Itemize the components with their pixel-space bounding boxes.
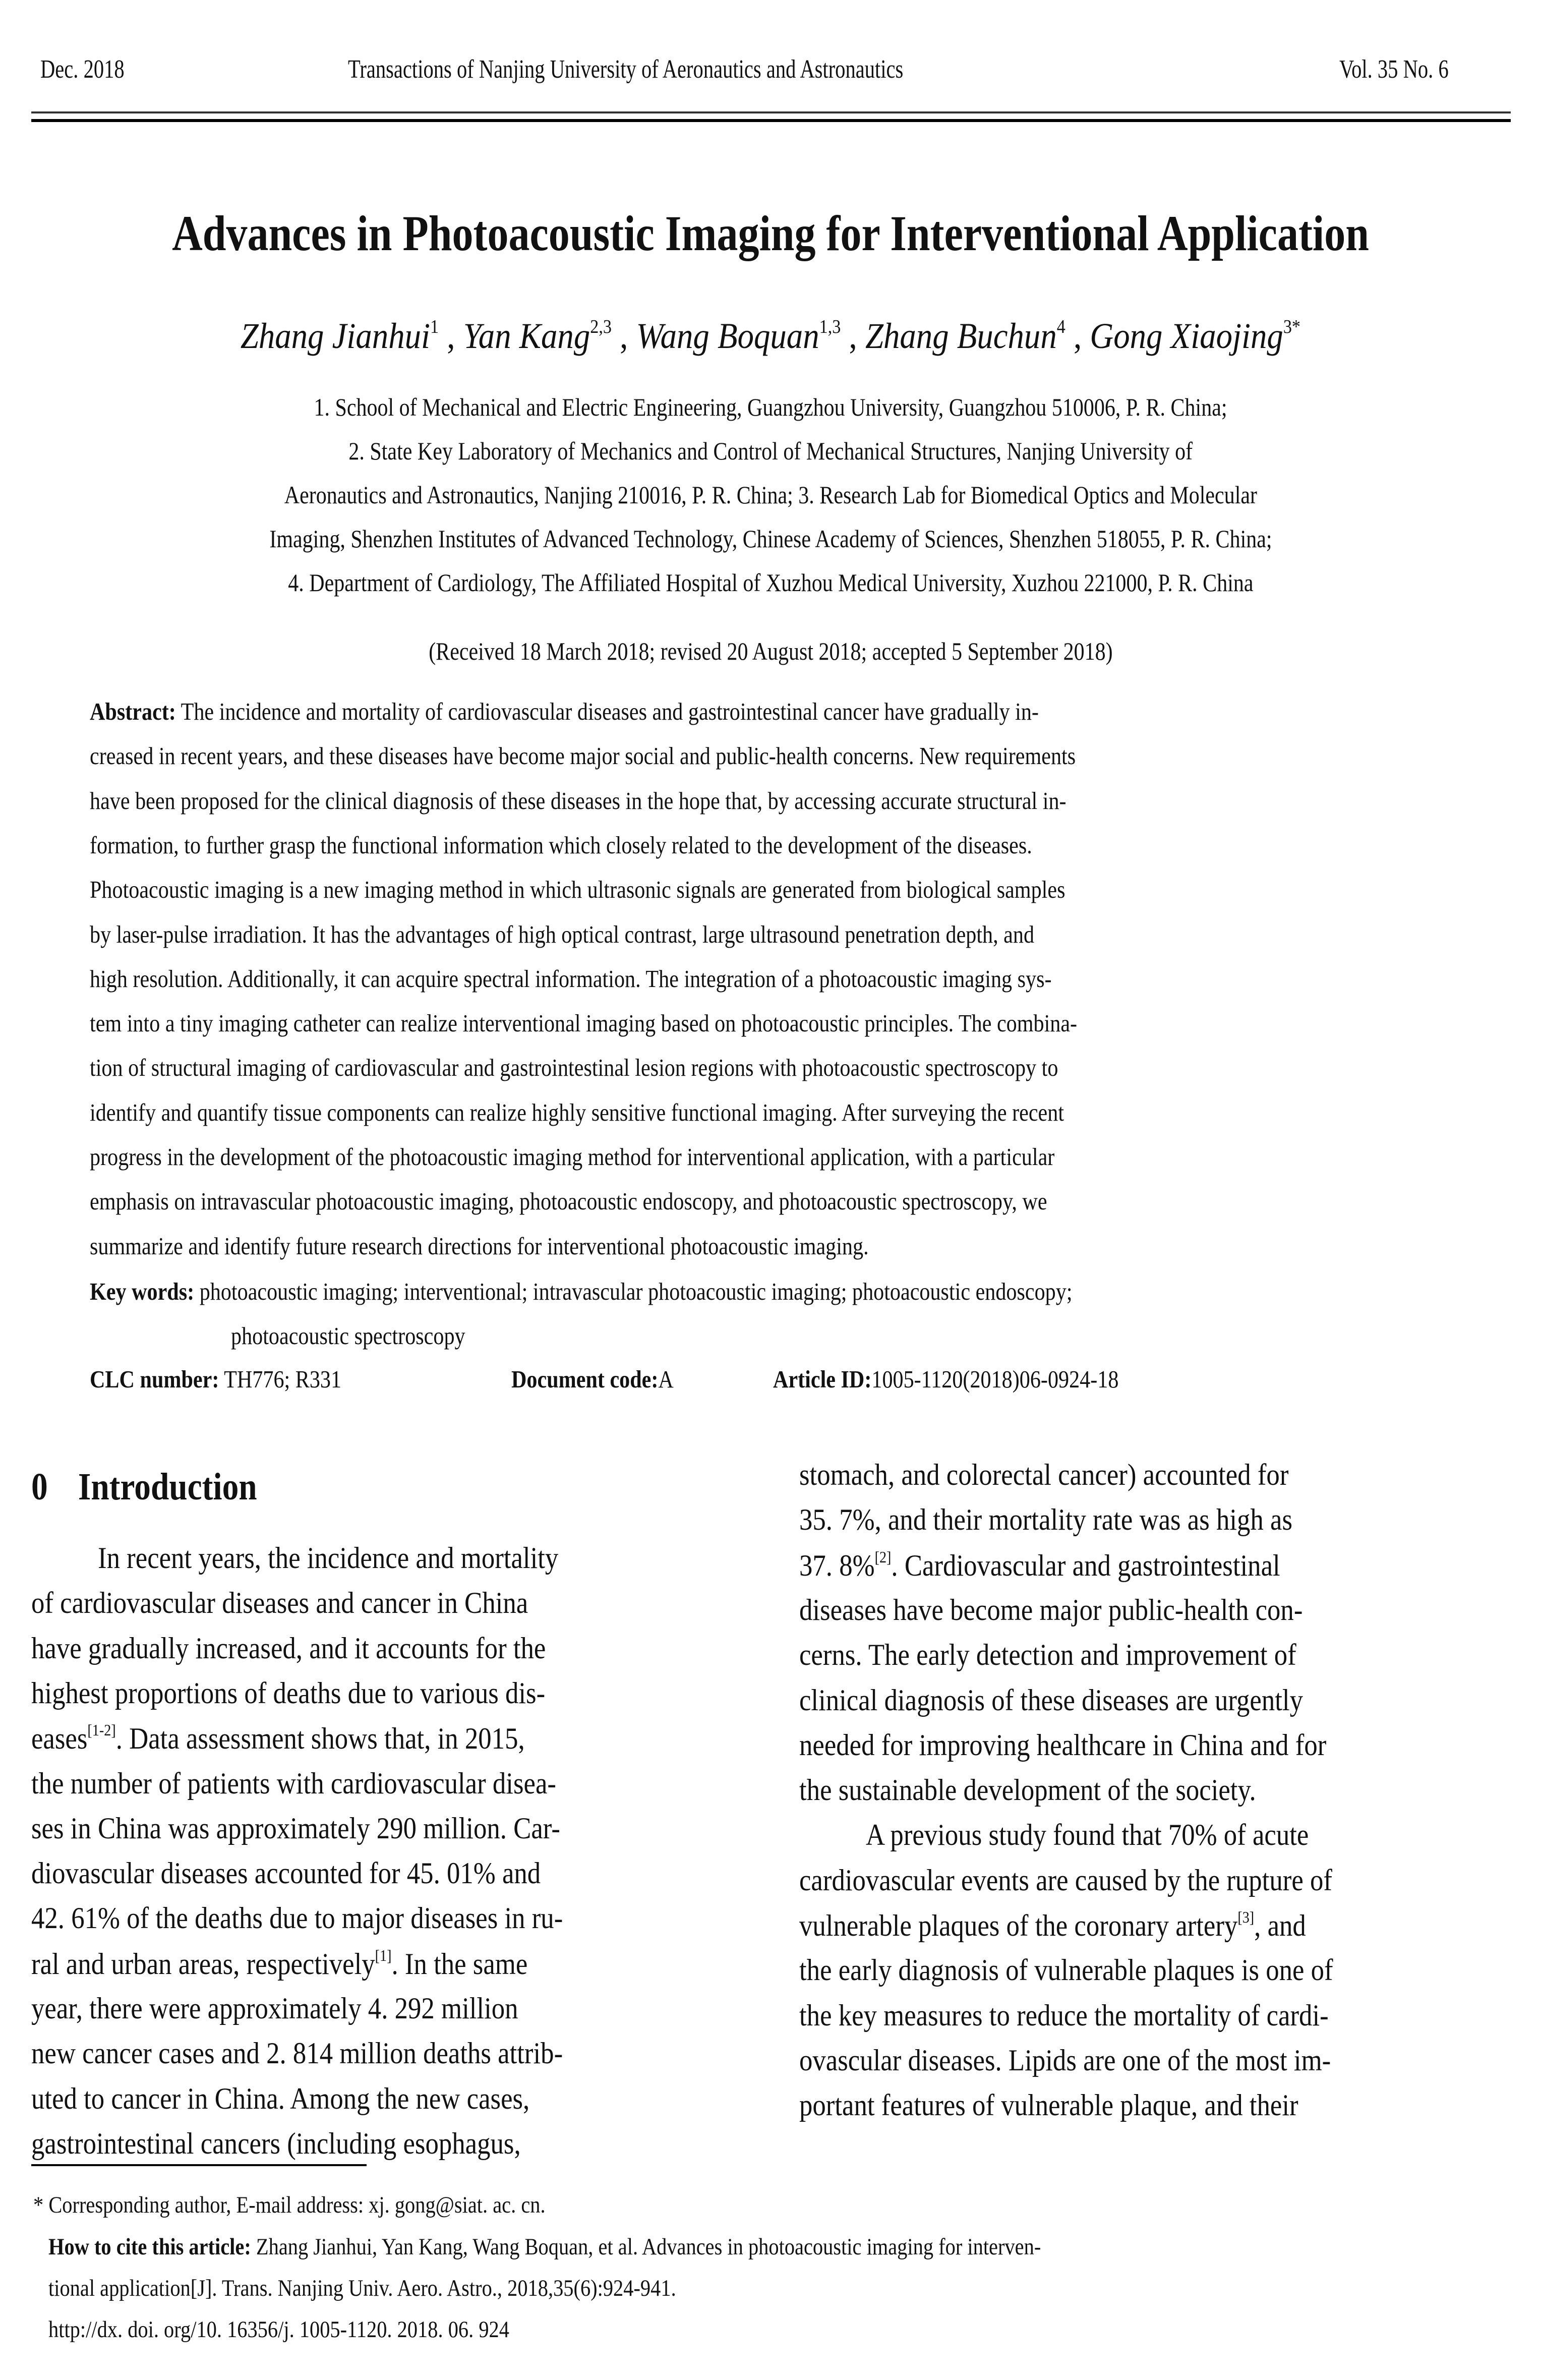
body-text-line: needed for improving healthcare in China and for — [799, 1728, 1327, 1762]
abstract-line — [90, 697, 1193, 726]
body-text-line: In recent years, the incidence and mortality — [98, 1541, 559, 1575]
author-separator: , — [841, 316, 866, 356]
abstract-line — [90, 1098, 1223, 1127]
body-text-line: ovascular diseases. Lipids are one of the most im- — [799, 2043, 1331, 2077]
abstract-line — [90, 920, 1188, 949]
abstract-text: identify and quantify tissue components can realize highly sensitive functional imaging. After surveying the recent — [90, 1098, 1064, 1126]
clc-value: TH776; R331 — [219, 1365, 342, 1393]
body-text-line: have gradually increased, and it accounts for the — [31, 1631, 546, 1665]
abstract-line — [90, 875, 1224, 904]
abstract-text: emphasis on intravascular photoacoustic imaging, photoacoustic endoscopy, and photoacoustic spectroscopy, we — [90, 1187, 1047, 1215]
body-text-line: the sustainable development of the society. — [799, 1773, 1256, 1807]
author-name: Zhang Buchun — [865, 316, 1057, 356]
keywords-list: photoacoustic imaging; interventional; intravascular photoacoustic imaging; photoacoustic endoscopy; — [194, 1278, 1073, 1305]
abstract-line — [90, 1053, 1216, 1082]
body-text-line: new cancer cases and 2. 814 million deaths attrib- — [31, 2037, 563, 2070]
abstract-label: Abstract: — [90, 698, 176, 725]
abstract-line — [90, 964, 1208, 993]
body-text-line: 35. 7%, and their mortality rate was as high as — [799, 1503, 1293, 1537]
header-volume: Vol. 35 No. 6 — [1339, 55, 1449, 84]
author-affiliation-marker: 1 — [430, 316, 439, 337]
citation-reference[interactable]: [1] — [375, 1946, 392, 1964]
footnote-rule — [31, 2164, 367, 2166]
body-text-line — [31, 1946, 595, 1982]
body-text-line: A previous study found that 70% of acute — [866, 1818, 1309, 1852]
header-date: Dec. 2018 — [40, 55, 125, 84]
body-text: , and — [1254, 1909, 1306, 1942]
abstract-line — [90, 1187, 1203, 1215]
abstract-line — [90, 1009, 1238, 1037]
abstract-text: tion of structural imaging of cardiovascular and gastrointestinal lesion regions with photoacoustic spectroscopy to — [90, 1054, 1058, 1082]
author-name: Wang Boquan — [636, 316, 819, 356]
abstract-text: Photoacoustic imaging is a new imaging method in which ultrasonic signals are generated from biological samples — [90, 876, 1065, 904]
clc-number — [90, 1365, 382, 1394]
citation-reference[interactable]: [3] — [1237, 1908, 1255, 1926]
citation-reference[interactable]: [2] — [874, 1547, 892, 1566]
body-text-line: clinical diagnosis of these diseases are urgently — [799, 1683, 1303, 1717]
body-text: eases — [31, 1722, 88, 1756]
document-code — [511, 1365, 700, 1394]
corresponding-author-note: * Corresponding author, E-mail address: xj. gong@siat. ac. cn. — [33, 2192, 546, 2218]
affiliation-line: Aeronautics and Astronautics, Nanjing 210016, P. R. China; 3. Research Lab for Biomedical Optics and Molecular — [284, 481, 1257, 509]
citation-reference[interactable]: [1-2] — [87, 1721, 116, 1739]
abstract-text: have been proposed for the clinical diagnosis of these diseases in the hope that, by accessing accurate structural in- — [90, 786, 1066, 815]
body-text-line: the number of patients with cardiovascular disea- — [31, 1766, 556, 1800]
body-text-line: the early diagnosis of vulnerable plaques is one of — [799, 1953, 1333, 1987]
abstract-line — [90, 831, 1186, 859]
author-separator: , — [612, 316, 636, 356]
body-text-line: stomach, and colorectal cancer) accounted for — [799, 1458, 1289, 1491]
author-separator: , — [439, 316, 463, 356]
clc-label: CLC number: — [90, 1365, 219, 1393]
abstract-text: high resolution. Additionally, it can acquire spectral information. The integration of a photoacoustic imaging sys- — [90, 964, 1052, 993]
keywords-label: Key words: — [90, 1278, 195, 1305]
section-number: 0 — [31, 1466, 48, 1508]
body-text: . In the same — [391, 1947, 528, 1981]
doc-code-label: Document code: — [511, 1365, 659, 1393]
author-affiliation-marker: 4 — [1056, 316, 1065, 337]
body-text: ral and urban areas, respectively — [31, 1947, 375, 1981]
keywords-continued: photoacoustic spectroscopy — [231, 1322, 465, 1350]
doi-link[interactable]: http://dx. doi. org/10. 16356/j. 1005-1120. 2018. 06. 924 — [48, 2316, 509, 2343]
header-journal-name: Transactions of Nanjing University of Aeronautics and Astronautics — [348, 55, 904, 84]
body-text-line: diovascular diseases accounted for 45. 01% and — [31, 1856, 541, 1890]
author-affiliation-marker: 2,3 — [590, 316, 612, 337]
author-name: Gong Xiaojing — [1090, 316, 1283, 356]
section-heading — [31, 1465, 293, 1509]
body-text-line: ses in China was approximately 290 million. Car- — [31, 1811, 560, 1845]
body-text-line: uted to cancer in China. Among the new cases, — [31, 2081, 530, 2115]
affiliation-line: 4. Department of Cardiology, The Affiliated Hospital of Xuzhou Medical University, Xuzhou 221000, P. R. China — [287, 568, 1254, 597]
body-text-line — [31, 1721, 592, 1756]
author-list — [0, 315, 1541, 357]
abstract-text: progress in the development of the photoacoustic imaging method for interventional application, with a particular — [90, 1143, 1055, 1171]
received-dates: (Received 18 March 2018; revised 20 August 2018; accepted 5 September 2018) — [428, 637, 1113, 665]
body-text: . Data assessment shows that, in 2015, — [115, 1722, 525, 1756]
abstract-line — [90, 1142, 1212, 1171]
citation-text: Zhang Jianhui, Yan Kang, Wang Boquan, et al. Advances in photoacoustic imaging for interven- — [251, 2234, 1041, 2260]
abstract-text: The incidence and mortality of cardiovascular diseases and gastrointestinal cancer have gradually in- — [175, 698, 1039, 725]
article-id-label: Article ID: — [773, 1365, 872, 1393]
body-text-line: of cardiovascular diseases and cancer in China — [31, 1586, 528, 1620]
abstract-text: formation, to further grasp the functional information which closely related to the development of the diseases. — [90, 831, 1032, 859]
affiliation-line: Imaging, Shenzhen Institutes of Advanced Technology, Chinese Academy of Sciences, Shenzhen 518055, P. R. China; — [269, 525, 1272, 553]
body-text: 37. 8% — [799, 1548, 875, 1582]
article-id-value: 1005-1120(2018)06-0924-18 — [871, 1365, 1119, 1393]
body-text-line: highest proportions of deaths due to various dis- — [31, 1676, 546, 1710]
body-text-line: gastrointestinal cancers (including esophagus, — [31, 2126, 521, 2160]
body-text: vulnerable plaques of the coronary artery — [799, 1909, 1238, 1942]
affiliation-line: 2. State Key Laboratory of Mechanics and Control of Mechanical Structures, Nanjing University of — [348, 437, 1193, 465]
article-id — [773, 1365, 1175, 1394]
abstract-text: by laser-pulse irradiation. It has the advantages of high optical contrast, large ultrasound penetration depth, and — [90, 920, 1035, 948]
citation-label: How to cite this article: — [48, 2234, 251, 2260]
body-text-line: portant features of vulnerable plaque, and their — [799, 2088, 1298, 2122]
doc-code-value: A — [658, 1365, 674, 1393]
author-name: Zhang Jianhui — [240, 316, 431, 356]
abstract-line — [90, 1232, 995, 1260]
body-text-line: 42. 61% of the deaths due to major diseases in ru- — [31, 1901, 563, 1935]
abstract-text: tem into a tiny imaging catheter can realize interventional imaging based on photoacoustic principles. The combina- — [90, 1009, 1078, 1037]
body-text-line: the key measures to reduce the mortality of cardi- — [799, 1998, 1329, 2032]
header-rule-thick — [31, 119, 1511, 122]
body-text-line: cerns. The early detection and improvement of — [799, 1638, 1296, 1672]
body-text-line: diseases have become major public-health con- — [799, 1593, 1303, 1627]
body-text-line — [799, 1548, 1346, 1583]
header-rule-thin — [31, 111, 1511, 113]
paper-title: Advances in Photoacoustic Imaging for Interventional Application — [172, 205, 1369, 261]
author-name: Yan Kang — [463, 316, 590, 356]
abstract-text: creased in recent years, and these diseases have become major social and public-health concerns. New requirements — [90, 742, 1076, 770]
section-title: Introduction — [78, 1466, 257, 1508]
body-text-line: year, there were approximately 4. 292 million — [31, 1992, 518, 2025]
abstract-line — [90, 786, 1225, 815]
keywords — [90, 1277, 1232, 1306]
body-text-line: cardiovascular events are caused by the rupture of — [799, 1863, 1332, 1897]
author-affiliation-marker: 1,3 — [819, 316, 841, 337]
abstract-text: summarize and identify future research directions for interventional photoacoustic imaging. — [90, 1232, 869, 1260]
body-text: . Cardiovascular and gastrointestinal — [891, 1548, 1280, 1582]
citation-note — [48, 2233, 1203, 2260]
affiliation-line: 1. School of Mechanical and Electric Engineering, Guangzhou University, Guangzhou 510006, P. R. China; — [314, 393, 1227, 421]
author-separator: , — [1065, 316, 1090, 356]
citation-note-continued: tional application[J]. Trans. Nanjing Univ. Aero. Astro., 2018,35(6):924-941. — [48, 2275, 676, 2301]
author-affiliation-marker: 3* — [1283, 316, 1301, 337]
abstract-line — [90, 741, 1236, 770]
body-text-line — [799, 1908, 1375, 1943]
